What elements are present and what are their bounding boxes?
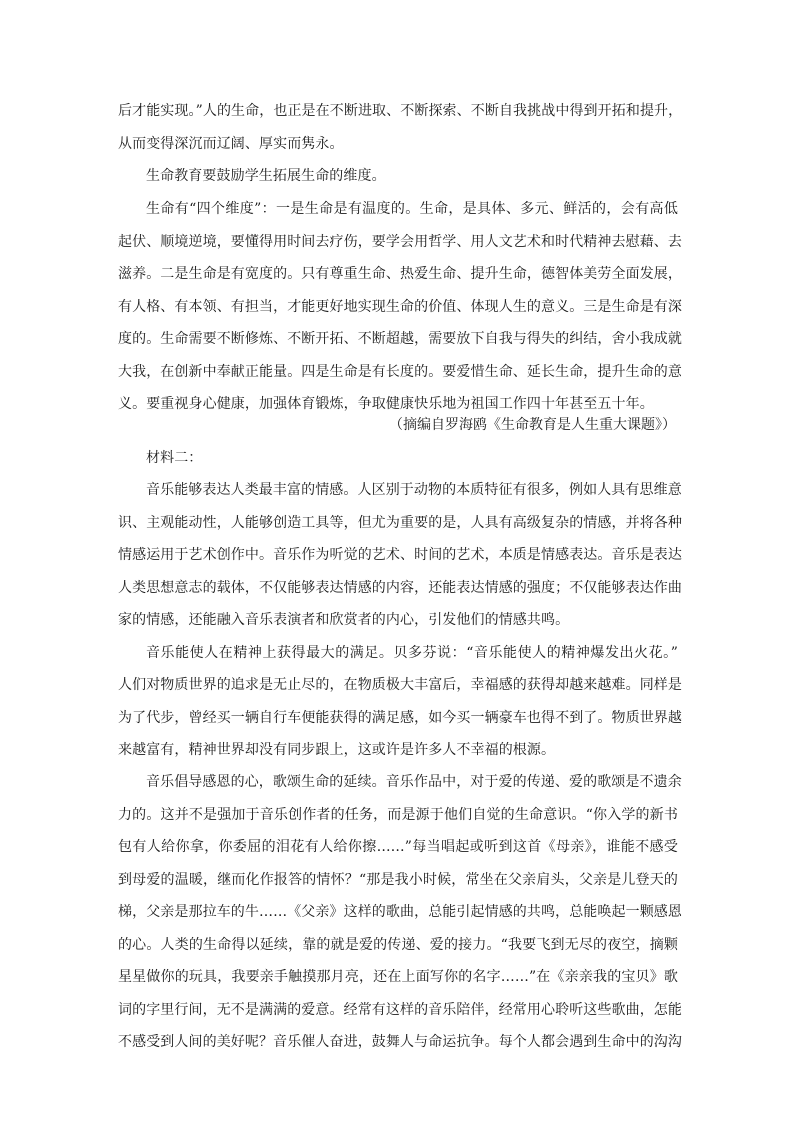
text-line: 人类思想意志的载体，不仅能够表达情感的内容，还能表达情感的强度；不仅能够表达作曲 xyxy=(118,580,682,596)
text-line: 音乐倡导感恩的心，歌颂生命的延续。音乐作品中，对于爱的传递、爱的歌颂是不遗余 xyxy=(146,774,682,790)
text-line: 词的字里行间，无不是满满的爱意。经常有这样的音乐陪伴，经常用心聆听这些歌曲，怎能 xyxy=(118,1002,682,1018)
text-line: 家的情感，还能融入音乐表演者和欣赏者的内心，引发他们的情感共鸣。 xyxy=(118,612,570,628)
text-line: 音乐能使人在精神上获得最大的满足。贝多芬说：“音乐能使人的精神爆发出火花。” xyxy=(146,645,678,661)
text-line: 从而变得深沉而辽阔、厚实而隽永。 xyxy=(118,136,344,152)
text-line: 后才能实现。”人的生命，也正是在不断进取、不断探索、不断自我挑战中得到开拓和提升， xyxy=(118,103,683,119)
text-line: 有人格、有本领、有担当，才能更好地实现生命的价值、体现人生的意义。三是生命是有深 xyxy=(118,299,682,315)
text-line: 星星做你的玩具，我要亲手触摸那月亮，还在上面写你的名字……”在《亲亲我的宝贝》歌 xyxy=(118,969,678,985)
text-line: 梯，父亲是那拉车的牛……《父亲》这样的歌曲，总能引起情感的共鸣，总能唤起一颗感恩 xyxy=(118,904,682,920)
text-line: 为了代步，曾经买一辆自行车便能获得的满足感，如今买一辆豪车也得不到了。物质世界越 xyxy=(118,710,682,726)
text-line: 人们对物质世界的追求是无止尽的，在物质极大丰富后，幸福感的获得却越来越难。同样是 xyxy=(118,677,682,693)
text-line: 生命教育要鼓励学生拓展生命的维度。 xyxy=(146,168,386,184)
text-line: 来越富有，精神世界却没有同步跟上，这或许是许多人不幸福的根源。 xyxy=(118,742,556,758)
text-line: 音乐能够表达人类最丰富的情感。人区别于动物的本质特征有很多，例如人具有思维意 xyxy=(146,482,682,498)
text-line: 滋养。二是生命是有宽度的。只有尊重生命、热爱生命、提升生命，德智体美劳全面发展， xyxy=(118,266,682,282)
text-line: 的心。人类的生命得以延续，靠的就是爱的传递、爱的接力。“我要飞到无尽的夜空，摘颗 xyxy=(118,937,678,953)
text-line: 情感运用于艺术创作中。音乐作为听觉的艺术、时间的艺术，本质是情感表达。音乐是表达 xyxy=(118,547,682,563)
text-line: 义。要重视身心健康，加强体育锻炼，争取健康快乐地为祖国工作四十年甚至五十年。 xyxy=(118,396,654,412)
text-line: 起伏、顺境逆境，要懂得用时间去疗伤，要学会用哲学、用人文艺术和时代精神去慰藉、去 xyxy=(118,234,682,250)
text-line: 识、主观能动性，人能够创造工具等，但尤为重要的是，人具有高级复杂的情感，并将各种 xyxy=(118,515,682,531)
text-line: 大我，在创新中奉献正能量。四是生命是有长度的。要爱惜生命、延长生命，提升生命的意 xyxy=(118,364,682,380)
text-line: 力的。这并不是强加于音乐创作者的任务，而是源于他们自觉的生命意识。“你入学的新书 xyxy=(118,807,678,823)
text-line: 不感受到人间的美好呢？音乐催人奋进，鼓舞人与命运抗争。每个人都会遇到生命中的沟沟 xyxy=(118,1034,682,1050)
citation: （摘编自罗海鸥《生命教育是人生重大课题》） xyxy=(389,417,676,433)
text-line: 度的。生命需要不断修炼、不断开拓、不断超越，需要放下自我与得失的纠结，舍小我成就 xyxy=(118,331,682,347)
text-line: 包有人给你拿，你委屈的泪花有人给你擦……”每当唱起或听到这首《母亲》，谁能不感受 xyxy=(118,839,678,855)
text-line: 生命有“四个维度”：一是生命是有温度的。生命，是具体、多元、鲜活的，会有高低 xyxy=(146,201,678,217)
section-heading: 材料二： xyxy=(146,450,203,466)
text-line: 到母爱的温暖，继而化作报答的情怀？“那是我小时候，常坐在父亲肩头，父亲是儿登天的 xyxy=(118,872,678,888)
